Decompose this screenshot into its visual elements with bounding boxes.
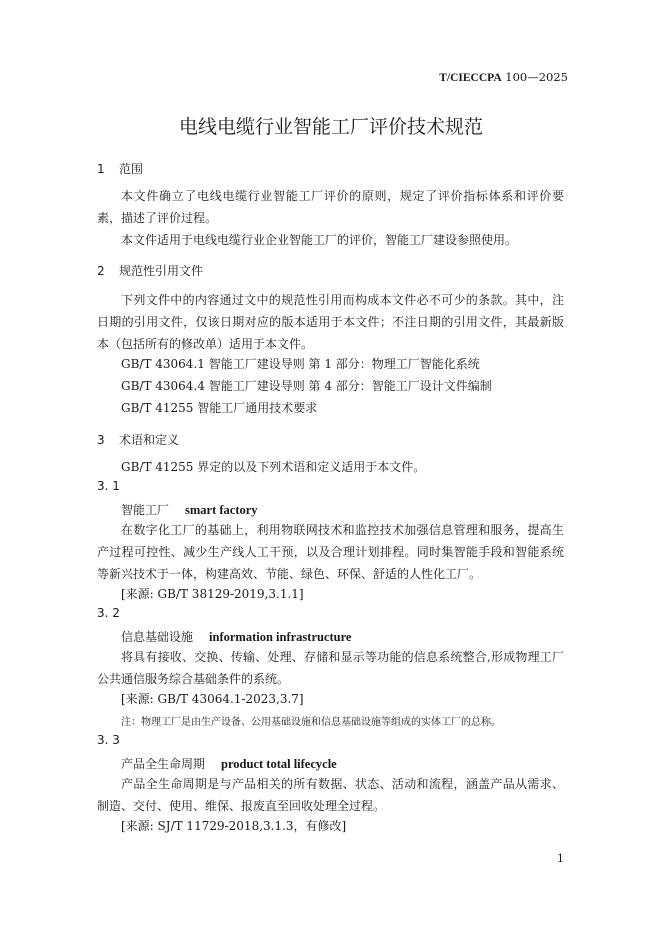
- section-2-paragraph-1: 下列文件中的内容通过文中的规范性引用而构成本文件必不可少的条款。其中，注日期的引用文件，仅该日期对应的版本适用于本文件；不注日期的引用文件，其最新版本（包括所有的修改单）适用于本文件。: [97, 293, 564, 351]
- section-title: 术语和定义: [119, 433, 180, 447]
- section-2-heading: [97, 262, 203, 279]
- section-title: 范围: [119, 162, 144, 176]
- term-heading: [121, 501, 258, 518]
- term-definition: 产品全生命周期是与产品相关的所有数据、状态、活动和流程，涵盖产品从需求、制造、交付、使用、维保、报废直至回收处理全过程。: [97, 777, 564, 813]
- section-1-heading: [97, 160, 143, 177]
- term-source: [来源: GB/T 38129-2019,3.1.1]: [121, 587, 304, 601]
- reference-item: GB/T 43064.1 智能工厂建设导则 第 1 部分：物理工厂智能化系统: [121, 357, 480, 371]
- term-number: 3. 2: [97, 606, 120, 620]
- section-number: 3: [97, 433, 105, 447]
- standard-prefix: T/CIECCPA: [439, 72, 502, 84]
- term-number: 3. 3: [97, 733, 120, 747]
- section-title: 规范性引用文件: [119, 264, 204, 278]
- term-number: 3. 1: [97, 479, 120, 493]
- section-1-paragraph-2: 本文件适用于电线电缆行业企业智能工厂的评价，智能工厂建设参照使用。: [121, 233, 518, 247]
- term-source: [来源: SJ/T 11729-2018,3.1.3，有修改]: [121, 819, 347, 833]
- page-number: 1: [557, 852, 564, 865]
- section-3-paragraph-1: GB/T 41255 界定的以及下列术语和定义适用于本文件。: [121, 460, 426, 474]
- standard-number: [439, 70, 568, 84]
- standard-code: 100—2025: [505, 70, 568, 84]
- section-number: 2: [97, 264, 105, 278]
- term-note: 注：物理工厂是由生产设备、公用基础设施和信息基础设施等组成的实体工厂的总称。: [121, 717, 501, 728]
- reference-item: GB/T 43064.4 智能工厂建设导则 第 4 部分：智能工厂设计文件编制: [121, 379, 492, 393]
- term-english: information infrastructure: [209, 630, 352, 644]
- term-chinese: 智能工厂: [121, 503, 170, 517]
- term-heading: [121, 628, 351, 645]
- term-source: [来源: GB/T 43064.1-2023,3.7]: [121, 692, 304, 706]
- term-chinese: 产品全生命周期: [121, 757, 206, 771]
- reference-item: GB/T 41255 智能工厂通用技术要求: [121, 401, 318, 415]
- term-heading: [121, 755, 337, 772]
- term-chinese: 信息基础设施: [121, 630, 194, 644]
- section-1-paragraph-1: 本文件确立了电线电缆行业智能工厂评价的原则，规定了评价指标体系和评价要素，描述了评价过程。: [97, 189, 564, 225]
- term-definition: 将具有接收、交换、传输、处理、存储和显示等功能的信息系统整合,形成物理工厂公共通信服务综合基础条件的系统。: [97, 650, 564, 686]
- term-definition: 在数字化工厂的基础上，利用物联网技术和监控技术加强信息管理和服务，提高生产过程可控性、减少生产线人工干预，以及合理计划排程。同时集智能手段和智能系统等新兴技术于一体，构建高效、节能、绿色、环保、舒适的人性化工厂。: [97, 523, 564, 581]
- section-number: 1: [97, 162, 105, 176]
- term-english: product total lifecycle: [221, 757, 337, 771]
- term-english: smart factory: [185, 503, 258, 517]
- document-title: 电线电缆行业智能工厂评价技术规范: [178, 116, 483, 138]
- section-3-heading: [97, 431, 179, 448]
